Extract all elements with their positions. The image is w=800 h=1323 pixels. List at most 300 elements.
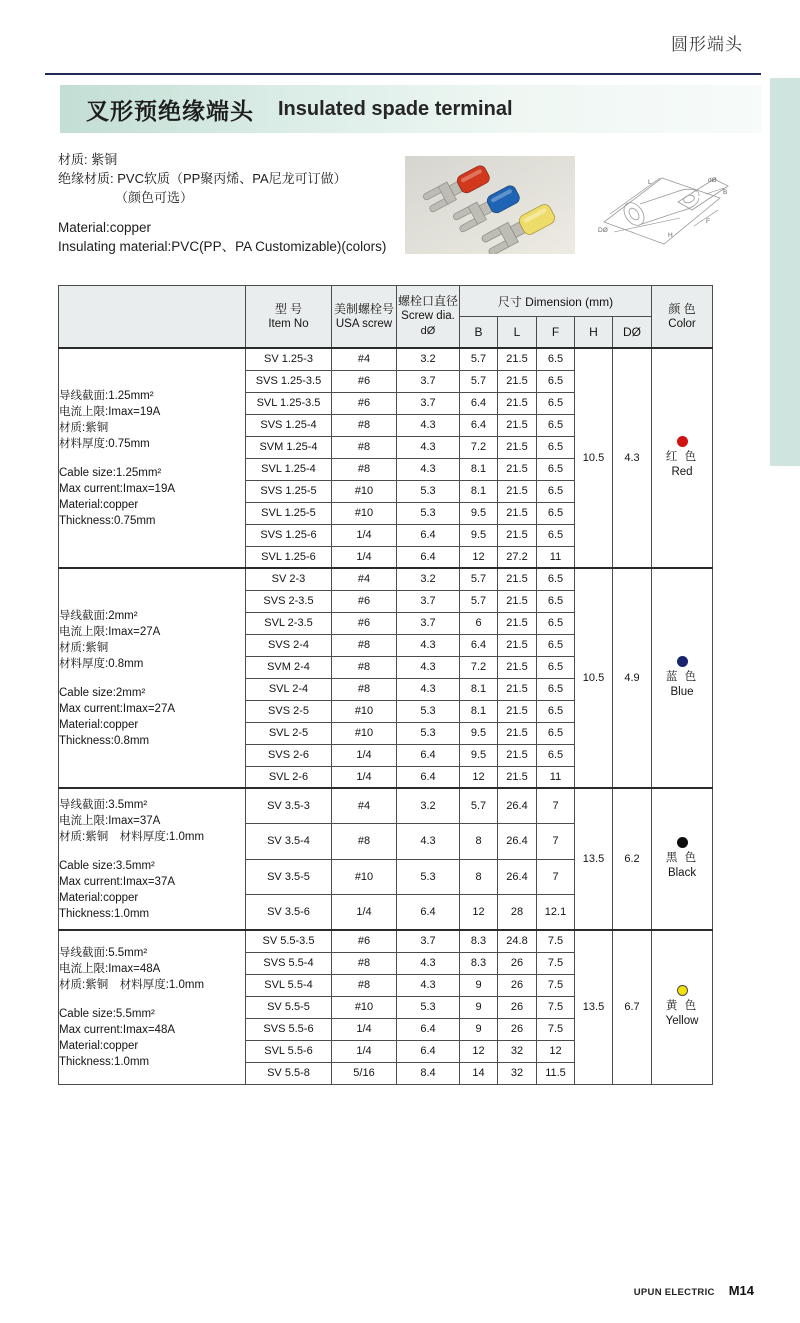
desc-line-zh: 导线截面:1.25mm² — [59, 389, 154, 402]
usa-screw-cell: 1/4 — [332, 1018, 397, 1040]
screw-dia-cell: 5.3 — [397, 480, 460, 502]
dim-l-cell: 26 — [498, 996, 537, 1018]
accent-gradient-bar — [45, 64, 761, 72]
item-no-cell: SVL 5.5-4 — [246, 974, 332, 996]
color-label-zh: 黑 色 — [665, 852, 699, 864]
screw-dia-cell: 6.4 — [397, 546, 460, 568]
section-side-tab — [770, 78, 800, 466]
usa-screw-cell: #6 — [332, 612, 397, 634]
drawing-label-do-small: dØ — [708, 177, 717, 184]
dim-b-cell: 8.1 — [460, 700, 498, 722]
screw-dia-cell: 3.7 — [397, 930, 460, 952]
color-header-en: Color — [668, 317, 696, 330]
usa-screw-cell: #8 — [332, 634, 397, 656]
item-no-cell: SVS 2-4 — [246, 634, 332, 656]
item-no-cell: SVS 2-6 — [246, 744, 332, 766]
color-cell — [652, 788, 713, 930]
dim-b-cell: 9 — [460, 1018, 498, 1040]
dim-col-b-header: B — [460, 317, 498, 349]
dim-b-cell: 9.5 — [460, 524, 498, 546]
table-row — [59, 568, 713, 590]
dim-b-cell: 12 — [460, 766, 498, 788]
desc-line-en: Material:copper — [59, 1039, 139, 1052]
dim-b-cell: 8.1 — [460, 678, 498, 700]
drawing-label-f: F — [706, 218, 710, 225]
dim-b-cell: 8.3 — [460, 952, 498, 974]
desc-line-zh: 电流上限:Imax=48A — [59, 962, 161, 975]
dim-l-cell: 21.5 — [498, 458, 537, 480]
usa-screw-cell: #8 — [332, 458, 397, 480]
item-no-header-en: Item No — [268, 317, 309, 330]
screw-dia-header-en: Screw dia. — [401, 310, 455, 322]
item-no-cell: SV 2-3 — [246, 568, 332, 590]
screw-dia-cell: 6.4 — [397, 895, 460, 931]
screw-dia-cell: 3.7 — [397, 392, 460, 414]
usa-screw-cell: 1/4 — [332, 744, 397, 766]
dim-l-cell: 21.5 — [498, 524, 537, 546]
dim-l-cell: 21.5 — [498, 568, 537, 590]
dim-h-cell: 13.5 — [575, 930, 613, 1084]
desc-line-en: Cable size:1.25mm² — [59, 466, 162, 479]
screw-dia-cell: 3.7 — [397, 612, 460, 634]
usa-screw-cell: #10 — [332, 722, 397, 744]
screw-dia-cell: 4.3 — [397, 974, 460, 996]
color-label-zh: 蓝 色 — [665, 671, 699, 683]
usa-screw-cell: #8 — [332, 414, 397, 436]
usa-screw-cell: #10 — [332, 700, 397, 722]
desc-line-zh: 材料厚度:0.75mm — [59, 437, 150, 450]
dim-do-cell: 6.2 — [613, 788, 652, 930]
footer-page-number: M14 — [728, 1283, 754, 1298]
item-no-cell: SVL 2-5 — [246, 722, 332, 744]
section-title-en: Insulated spade terminal — [278, 97, 513, 120]
dimension-drawing-sketch — [590, 168, 732, 254]
dim-b-cell: 6.4 — [460, 414, 498, 436]
dim-f-cell: 6.5 — [537, 480, 575, 502]
dim-b-cell: 9 — [460, 996, 498, 1018]
dim-col-l-header: L — [498, 317, 537, 349]
screw-dia-cell: 6.4 — [397, 1018, 460, 1040]
dim-do-cell: 6.7 — [613, 930, 652, 1084]
item-no-cell: SV 1.25-3 — [246, 348, 332, 370]
dim-f-cell: 6.5 — [537, 744, 575, 766]
dim-f-cell: 7 — [537, 824, 575, 860]
desc-line-zh: 导线截面:5.5mm² — [59, 946, 148, 959]
material-zh-line1: 材质: 紫铜 — [58, 152, 118, 167]
usa-screw-header-zh: 美制螺栓号 — [333, 301, 394, 316]
color-label-zh: 红 色 — [665, 451, 699, 463]
dim-f-cell: 6.5 — [537, 634, 575, 656]
color-dot-icon — [677, 436, 688, 447]
screw-dia-cell: 4.3 — [397, 678, 460, 700]
dim-l-cell: 21.5 — [498, 744, 537, 766]
dim-b-cell: 8 — [460, 859, 498, 895]
dim-f-cell: 7 — [537, 859, 575, 895]
item-no-cell: SVL 1.25-3.5 — [246, 392, 332, 414]
dim-f-cell: 7 — [537, 788, 575, 824]
dim-l-cell: 21.5 — [498, 480, 537, 502]
dim-f-cell: 7.5 — [537, 996, 575, 1018]
dim-l-cell: 21.5 — [498, 656, 537, 678]
desc-line-zh: 电流上限:Imax=37A — [59, 814, 161, 827]
material-en-block — [58, 218, 386, 256]
color-header-zh: 颜 色 — [668, 301, 696, 316]
dim-col-do-header: DØ — [613, 317, 652, 349]
screw-dia-header-sym: dØ — [420, 325, 436, 337]
dim-b-cell: 8.1 — [460, 480, 498, 502]
dim-b-cell: 5.7 — [460, 370, 498, 392]
dim-f-cell: 6.5 — [537, 722, 575, 744]
screw-dia-cell: 4.3 — [397, 824, 460, 860]
item-no-cell: SV 5.5-5 — [246, 996, 332, 1018]
desc-line-zh: 材质:紫铜 — [59, 421, 109, 434]
spade-terminals-photo — [405, 156, 575, 254]
dim-l-cell: 21.5 — [498, 634, 537, 656]
dim-l-cell: 21.5 — [498, 414, 537, 436]
desc-line-en: Material:copper — [59, 498, 139, 511]
desc-line-en: Max current:Imax=48A — [59, 1023, 176, 1036]
desc-line-zh: 电流上限:Imax=27A — [59, 625, 161, 638]
screw-dia-cell: 4.3 — [397, 634, 460, 656]
usa-screw-cell: 1/4 — [332, 766, 397, 788]
screw-dia-cell: 4.3 — [397, 414, 460, 436]
item-no-cell: SVM 2-4 — [246, 656, 332, 678]
material-zh-line3: （颜色可选） — [115, 190, 194, 205]
material-zh-line2: 绝缘材质: PVC软质（PP聚丙烯、PA尼龙可订做） — [58, 171, 347, 186]
dim-b-cell: 5.7 — [460, 788, 498, 824]
dim-l-cell: 24.8 — [498, 930, 537, 952]
screw-dia-cell: 4.3 — [397, 952, 460, 974]
desc-line-en: Cable size:3.5mm² — [59, 859, 155, 872]
dim-l-cell: 26 — [498, 1018, 537, 1040]
dim-h-cell: 10.5 — [575, 348, 613, 568]
desc-line-en: Material:copper — [59, 891, 139, 904]
dim-b-cell: 5.7 — [460, 590, 498, 612]
dim-l-cell: 21.5 — [498, 392, 537, 414]
desc-line-zh: 导线截面:3.5mm² — [59, 798, 148, 811]
dim-f-cell: 6.5 — [537, 502, 575, 524]
dim-f-cell: 7.5 — [537, 952, 575, 974]
group-description-cell — [59, 568, 246, 788]
dim-b-cell: 8 — [460, 824, 498, 860]
usa-screw-cell: #8 — [332, 436, 397, 458]
screw-dia-cell: 3.2 — [397, 348, 460, 370]
dim-f-cell: 6.5 — [537, 678, 575, 700]
dim-f-cell: 6.5 — [537, 414, 575, 436]
desc-line-en: Max current:Imax=19A — [59, 482, 176, 495]
desc-line-en: Thickness:1.0mm — [59, 907, 150, 920]
dimension-drawing — [590, 168, 732, 254]
dim-f-cell: 12 — [537, 1040, 575, 1062]
dim-b-cell: 12 — [460, 1040, 498, 1062]
screw-dia-cell: 5.3 — [397, 722, 460, 744]
usa-screw-cell: #4 — [332, 348, 397, 370]
drawing-label-do-big: DØ — [598, 227, 608, 234]
accent-underline — [45, 73, 761, 75]
dim-l-cell: 21.5 — [498, 370, 537, 392]
desc-line-en: Max current:Imax=37A — [59, 875, 176, 888]
color-label-zh: 黄 色 — [665, 1000, 699, 1013]
desc-line-zh: 电流上限:Imax=19A — [59, 405, 161, 418]
usa-screw-cell: #6 — [332, 930, 397, 952]
dim-f-cell: 6.5 — [537, 656, 575, 678]
desc-gap — [59, 993, 245, 1006]
dim-l-cell: 21.5 — [498, 348, 537, 370]
usa-screw-cell: #10 — [332, 996, 397, 1018]
dim-f-cell: 6.5 — [537, 370, 575, 392]
dimension-header: 尺寸 Dimension (mm) — [460, 286, 652, 317]
item-no-cell: SVS 2-5 — [246, 700, 332, 722]
usa-screw-cell: #10 — [332, 480, 397, 502]
usa-screw-cell: #6 — [332, 392, 397, 414]
color-dot-icon — [677, 656, 688, 667]
dim-l-cell: 32 — [498, 1062, 537, 1084]
screw-dia-cell: 3.2 — [397, 788, 460, 824]
screw-dia-cell: 4.3 — [397, 436, 460, 458]
screw-dia-cell: 5.3 — [397, 502, 460, 524]
screw-dia-cell: 3.2 — [397, 568, 460, 590]
dim-l-cell: 21.5 — [498, 436, 537, 458]
desc-gap — [59, 672, 245, 685]
usa-screw-cell: 1/4 — [332, 524, 397, 546]
item-no-cell: SVL 1.25-4 — [246, 458, 332, 480]
dim-l-cell: 26.4 — [498, 859, 537, 895]
dim-l-cell: 26 — [498, 952, 537, 974]
dim-f-cell: 6.5 — [537, 348, 575, 370]
drawing-label-h: H — [668, 232, 673, 239]
table-row — [59, 348, 713, 370]
section-banner — [60, 85, 762, 133]
desc-line-en: Cable size:5.5mm² — [59, 1007, 155, 1020]
item-no-header — [246, 286, 332, 349]
dim-b-cell: 14 — [460, 1062, 498, 1084]
group-description-cell — [59, 788, 246, 930]
color-cell — [652, 348, 713, 568]
color-dot-icon — [677, 985, 688, 996]
dim-f-cell: 6.5 — [537, 458, 575, 480]
dim-b-cell: 5.7 — [460, 568, 498, 590]
dim-l-cell: 21.5 — [498, 766, 537, 788]
desc-line-zh: 材质:紫铜 材料厚度:1.0mm — [59, 978, 205, 991]
color-label-en: Black — [667, 867, 697, 879]
dim-b-cell: 8.1 — [460, 458, 498, 480]
usa-screw-cell: #8 — [332, 824, 397, 860]
spec-table-body — [59, 348, 713, 1084]
item-no-header-zh: 型 号 — [274, 301, 303, 316]
dim-l-cell: 26.4 — [498, 824, 537, 860]
item-no-cell: SVL 5.5-6 — [246, 1040, 332, 1062]
dim-l-cell: 21.5 — [498, 700, 537, 722]
product-photo — [405, 156, 575, 254]
desc-line-en: Thickness:0.8mm — [59, 734, 150, 747]
dim-do-cell: 4.3 — [613, 348, 652, 568]
usa-screw-cell: #10 — [332, 859, 397, 895]
dim-l-cell: 21.5 — [498, 502, 537, 524]
desc-line-zh: 材料厚度:0.8mm — [59, 657, 144, 670]
dim-f-cell: 6.5 — [537, 700, 575, 722]
item-no-cell: SVS 5.5-6 — [246, 1018, 332, 1040]
desc-line-en: Thickness:0.75mm — [59, 514, 156, 527]
dim-f-cell: 6.5 — [537, 568, 575, 590]
dim-f-cell: 11 — [537, 766, 575, 788]
desc-line-zh: 材质:紫铜 材料厚度:1.0mm — [59, 830, 205, 843]
dim-col-h-header: H — [575, 317, 613, 349]
dim-f-cell: 7.5 — [537, 974, 575, 996]
usa-screw-cell: 1/4 — [332, 1040, 397, 1062]
color-label-en: Yellow — [665, 1015, 699, 1028]
group-description-cell — [59, 348, 246, 568]
page-corner-title: 圆形端头 — [671, 35, 743, 54]
screw-dia-cell: 8.4 — [397, 1062, 460, 1084]
item-no-cell: SVS 5.5-4 — [246, 952, 332, 974]
group-description-cell — [59, 930, 246, 1084]
screw-dia-cell: 6.4 — [397, 1040, 460, 1062]
dim-f-cell: 11 — [537, 546, 575, 568]
color-label-en: Blue — [670, 686, 694, 698]
desc-line-zh: 导线截面:2mm² — [59, 609, 138, 622]
dim-b-cell: 9.5 — [460, 502, 498, 524]
dim-h-cell: 10.5 — [575, 568, 613, 788]
dim-b-cell: 12 — [460, 895, 498, 931]
screw-dia-cell: 4.3 — [397, 458, 460, 480]
dim-b-cell: 9.5 — [460, 722, 498, 744]
dim-l-cell: 21.5 — [498, 678, 537, 700]
item-no-cell: SVL 2-6 — [246, 766, 332, 788]
dim-b-cell: 8.3 — [460, 930, 498, 952]
screw-dia-cell: 4.3 — [397, 656, 460, 678]
dim-f-cell: 12.1 — [537, 895, 575, 931]
dim-l-cell: 28 — [498, 895, 537, 931]
screw-dia-cell: 3.7 — [397, 590, 460, 612]
dim-l-cell: 32 — [498, 1040, 537, 1062]
dim-b-cell: 6 — [460, 612, 498, 634]
dim-b-cell: 6.4 — [460, 392, 498, 414]
item-no-cell: SVS 1.25-4 — [246, 414, 332, 436]
dim-col-f-header: F — [537, 317, 575, 349]
item-no-cell: SVL 1.25-5 — [246, 502, 332, 524]
screw-dia-cell: 6.4 — [397, 524, 460, 546]
color-cell — [652, 568, 713, 788]
item-no-cell: SV 5.5-3.5 — [246, 930, 332, 952]
usa-screw-cell: #4 — [332, 568, 397, 590]
dim-h-cell: 13.5 — [575, 788, 613, 930]
item-no-cell: SV 3.5-4 — [246, 824, 332, 860]
usa-screw-cell: #10 — [332, 502, 397, 524]
dim-l-cell: 26.4 — [498, 788, 537, 824]
dim-b-cell: 5.7 — [460, 348, 498, 370]
color-header — [652, 286, 713, 349]
dim-do-cell: 4.9 — [613, 568, 652, 788]
footer-brand: UPUN ELECTRIC — [633, 1287, 715, 1298]
desc-line-en: Cable size:2mm² — [59, 686, 146, 699]
dim-f-cell: 7.5 — [537, 1018, 575, 1040]
desc-line-zh: 材质:紫铜 — [59, 641, 109, 654]
table-row — [59, 788, 713, 824]
item-no-cell: SVS 2-3.5 — [246, 590, 332, 612]
item-no-cell: SV 5.5-8 — [246, 1062, 332, 1084]
usa-screw-cell: #8 — [332, 974, 397, 996]
screw-dia-cell: 5.3 — [397, 996, 460, 1018]
screw-dia-header — [397, 286, 460, 349]
dim-b-cell: 9 — [460, 974, 498, 996]
dim-l-cell: 27.2 — [498, 546, 537, 568]
dim-b-cell: 12 — [460, 546, 498, 568]
desc-header-cell — [59, 286, 246, 349]
desc-line-en: Max current:Imax=27A — [59, 702, 176, 715]
spec-table-header — [59, 286, 713, 349]
dim-b-cell: 7.2 — [460, 436, 498, 458]
usa-screw-cell: 1/4 — [332, 895, 397, 931]
screw-dia-cell: 6.4 — [397, 744, 460, 766]
screw-dia-cell: 5.3 — [397, 859, 460, 895]
item-no-cell: SV 3.5-6 — [246, 895, 332, 931]
color-cell — [652, 930, 713, 1084]
dim-f-cell: 7.5 — [537, 930, 575, 952]
usa-screw-header — [332, 286, 397, 349]
item-no-cell: SV 3.5-3 — [246, 788, 332, 824]
desc-gap — [59, 845, 245, 858]
dim-f-cell: 6.5 — [537, 392, 575, 414]
item-no-cell: SVM 1.25-4 — [246, 436, 332, 458]
usa-screw-cell: 5/16 — [332, 1062, 397, 1084]
screw-dia-cell: 5.3 — [397, 700, 460, 722]
dim-b-cell: 9.5 — [460, 744, 498, 766]
dim-f-cell: 11.5 — [537, 1062, 575, 1084]
page-footer — [634, 1283, 754, 1298]
usa-screw-header-en: USA screw — [335, 317, 393, 330]
usa-screw-cell: #8 — [332, 678, 397, 700]
screw-dia-header-zh: 螺栓口直径 — [397, 294, 458, 308]
item-no-cell: SVS 1.25-3.5 — [246, 370, 332, 392]
item-no-cell: SVS 1.25-5 — [246, 480, 332, 502]
materials-block — [58, 150, 386, 256]
spec-table — [58, 285, 713, 1085]
color-label-en: Red — [671, 466, 693, 478]
drawing-label-l: L — [648, 179, 652, 186]
dim-f-cell: 6.5 — [537, 612, 575, 634]
screw-dia-cell: 3.7 — [397, 370, 460, 392]
drawing-label-b: B — [723, 189, 728, 196]
item-no-cell: SVS 1.25-6 — [246, 524, 332, 546]
usa-screw-cell: #6 — [332, 590, 397, 612]
desc-line-en: Material:copper — [59, 718, 139, 731]
item-no-cell: SVL 1.25-6 — [246, 546, 332, 568]
color-dot-icon — [677, 837, 688, 848]
section-title-zh: 叉形预绝缘端头 — [86, 97, 254, 124]
item-no-cell: SVL 2-3.5 — [246, 612, 332, 634]
screw-dia-cell: 6.4 — [397, 766, 460, 788]
desc-line-en: Thickness:1.0mm — [59, 1055, 150, 1068]
material-en-line1: Material:copper — [58, 220, 152, 235]
usa-screw-cell: 1/4 — [332, 546, 397, 568]
table-row — [59, 930, 713, 952]
usa-screw-cell: #6 — [332, 370, 397, 392]
item-no-cell: SV 3.5-5 — [246, 859, 332, 895]
usa-screw-cell: #4 — [332, 788, 397, 824]
usa-screw-cell: #8 — [332, 952, 397, 974]
dim-l-cell: 26 — [498, 974, 537, 996]
material-en-line2: Insulating material:PVC(PP、PA Customizable)(colors) — [58, 239, 387, 254]
dim-f-cell: 6.5 — [537, 590, 575, 612]
dim-f-cell: 6.5 — [537, 524, 575, 546]
desc-gap — [59, 452, 245, 465]
dim-l-cell: 21.5 — [498, 612, 537, 634]
dim-b-cell: 7.2 — [460, 656, 498, 678]
dim-l-cell: 21.5 — [498, 590, 537, 612]
dim-b-cell: 6.4 — [460, 634, 498, 656]
dim-l-cell: 21.5 — [498, 722, 537, 744]
item-no-cell: SVL 2-4 — [246, 678, 332, 700]
